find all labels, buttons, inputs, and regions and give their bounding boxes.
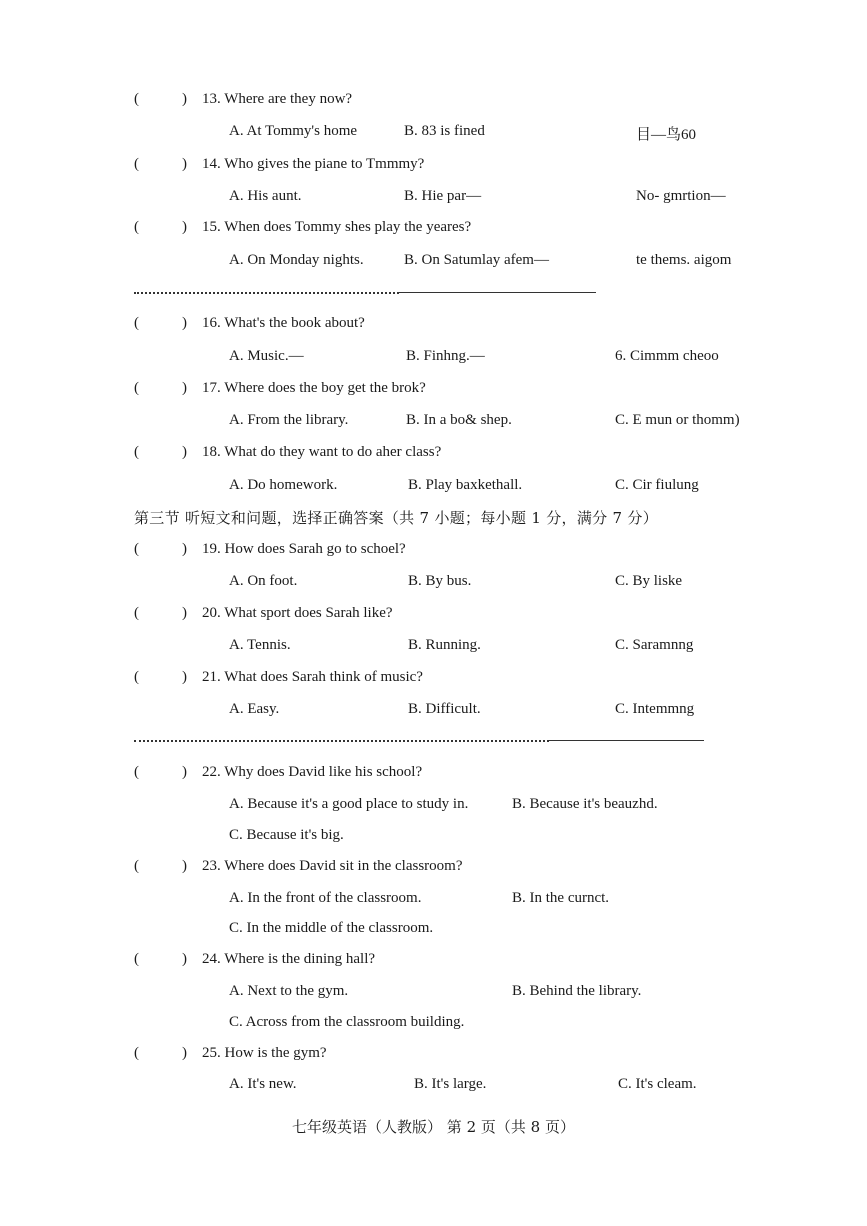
question-text: 17. Where does the boy get the brok?: [202, 380, 426, 396]
option-c: C. Because it's big.: [229, 827, 344, 843]
option-a: A. Easy.: [229, 701, 280, 717]
option-c: 目—鸟60: [636, 127, 697, 143]
option-c: C. Across from the classroom building.: [229, 1014, 465, 1030]
option-b: B. In the curnct.: [512, 890, 610, 906]
section-heading: 第三节 听短文和问题，选择正确答案（共 7 小题；每小题 1 分，满分 7 分）: [134, 509, 659, 527]
option-a: A. On foot.: [229, 573, 298, 589]
option-c: C. E mun or thomm): [615, 412, 740, 428]
option-a: A. Tennis.: [229, 637, 291, 653]
option-a: A. Music.—: [229, 348, 304, 364]
question-text: 14. Who gives the piane to Tmmmy?: [202, 156, 425, 172]
question-text: 16. What's the book about?: [202, 315, 365, 331]
option-a: A. His aunt.: [229, 188, 302, 204]
option-a: A. At Tommy's home: [229, 123, 358, 139]
question-text: 13. Where are they now?: [202, 91, 353, 107]
question-text: 25. How is the gym?: [202, 1045, 327, 1061]
question-text: 22. Why does David like his school?: [202, 764, 423, 780]
option-c: 6. Cimmm cheoo: [615, 348, 719, 364]
option-c: C. Intemmng: [615, 701, 695, 717]
question-text: 24. Where is the dining hall?: [202, 951, 376, 967]
option-b: B. Finhng.—: [406, 348, 485, 364]
question-text: 15. When does Tommy shes play the yeares?: [202, 219, 472, 235]
option-b: B. On Satumlay afem—: [404, 252, 549, 268]
option-c: C. By liske: [615, 573, 683, 589]
option-a: A. Because it's a good place to study in.: [229, 796, 469, 812]
option-a: A. It's new.: [229, 1076, 297, 1092]
exam-page: ( ) 13. Where are they now? A. At Tommy's home B. 83 is fined 目—鸟60 ( ) 14. Who gives the piane to Tmmmy? A. His aunt. B. Hie par— No- gmrtion— ( ) 15. When does Tommy shes play the yeares? A. On Monday nights. B. On Satumlay afem— te thems. aigom ( ) 16. What's the book about? A. Music.— B. Finhng.— 6. Cimmm cheoo ( ) 17. Where does the boy get the brok? A. From the library. B. In a bo& shep. C. E mun or thomm) ( ) 18. What do they want to do aher class? A. Do homework. B. Play baxkethall. C. Cir fiulung 第三节 听短文和问题，选择正确答案（共 7 小题；每小题 1 分，满分 7 分） ( ) 19. How does Sarah go to schoel? A. On foot. B. By bus. C. By liske ( ) 20. What sport does Sarah like? A. Tennis. B. Running. C. Saramnng ( ) 21. What does Sarah think of music? A. Easy. B. Difficult. C. Intemmng ( ) 22. Why does David like his school? A. Because it's a good place to study in. B. Because it's beauzhd. C. Because it's big. ( ) 23. Where does David sit in the classroom? A. In the front of the classroom. B. In the curnct. C. In the middle of the classroom. ( ) 24. Where is the dining hall? A. Next to the gym. B. Behind the library. C. Across from the classroom building. ( ) 25. How is the gym? A. It's new. B. It's large. C. It's cleam. 七年级英语（人教版） 第 2 页（共 8 页）: [0, 0, 867, 1226]
option-b: B. Running.: [408, 637, 481, 653]
question-text: 19. How does Sarah go to schoel?: [202, 541, 406, 557]
option-b: B. Play baxkethall.: [408, 477, 523, 493]
question-text: 20. What sport does Sarah like?: [202, 605, 393, 621]
option-a: A. In the front of the classroom.: [229, 890, 422, 906]
option-b: B. In a bo& shep.: [406, 412, 512, 428]
question-text: 21. What does Sarah think of music?: [202, 669, 423, 685]
option-c: te thems. aigom: [636, 252, 732, 268]
option-c: C. In the middle of the classroom.: [229, 920, 434, 936]
question-text: 23. Where does David sit in the classroom?: [202, 858, 463, 874]
option-c: C. Cir fiulung: [615, 477, 699, 493]
option-a: A. From the library.: [229, 412, 349, 428]
option-b: B. Difficult.: [408, 701, 481, 717]
option-b: B. It's large.: [414, 1076, 487, 1092]
option-b: B. 83 is fined: [404, 123, 485, 139]
option-a: A. Do homework.: [229, 477, 338, 493]
option-c: C. Saramnng: [615, 637, 694, 653]
option-b: B. Behind the library.: [512, 983, 642, 999]
option-b: B. Because it's beauzhd.: [512, 796, 658, 812]
question-text: 18. What do they want to do aher class?: [202, 444, 442, 460]
option-b: B. By bus.: [408, 573, 472, 589]
option-b: B. Hie par—: [404, 188, 482, 204]
option-a: A. Next to the gym.: [229, 983, 349, 999]
option-c: No- gmrtion—: [636, 188, 726, 204]
option-c: C. It's cleam.: [618, 1076, 697, 1092]
option-a: A. On Monday nights.: [229, 252, 364, 268]
page-footer: 七年级英语（人教版） 第 2 页（共 8 页）: [292, 1118, 575, 1136]
